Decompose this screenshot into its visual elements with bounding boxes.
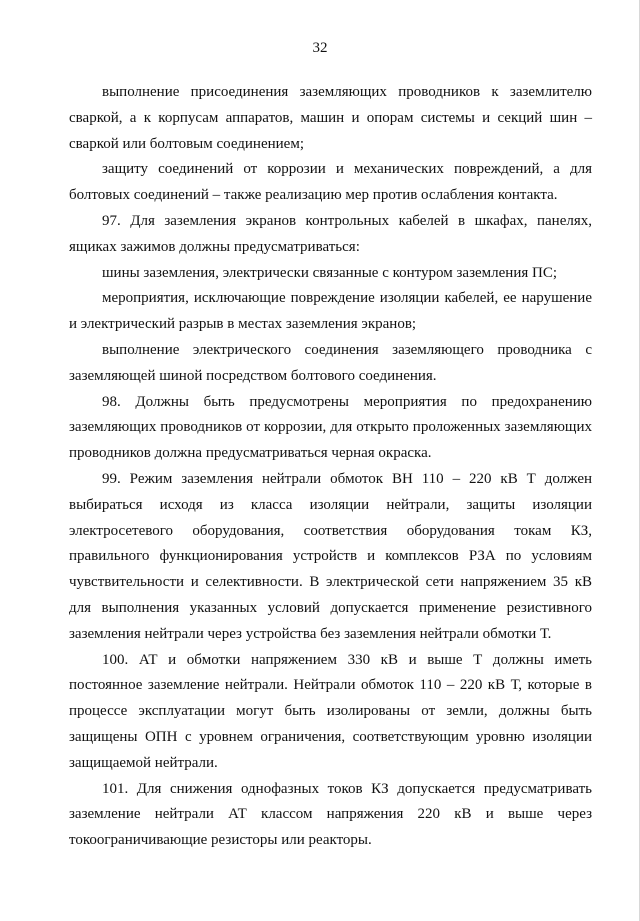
paragraph-97-item-3-line-2: заземляющей шиной посредством болтового соединения. [69, 367, 437, 384]
paragraph-97-item-3-line-1: выполнение электрического соединения заземляющего проводника с [102, 341, 592, 358]
paragraph-97-item-3 [69, 338, 592, 390]
page-number: 32 [312, 40, 328, 56]
paragraph-97: 97. Для заземления экранов контрольных кабелей в шкафах, панелях, ящиках зажимов должны предусматриваться: [69, 212, 592, 255]
paragraph-101-line-1: 101. Для снижения однофазных токов КЗ допускается предусматривать [102, 780, 592, 797]
paragraph-98-rest: заземляющих проводников от коррозии, для открыто проложенных заземляющих проводников должна предусматриваться черная окраска. [69, 419, 592, 462]
paragraph-100: 100. АТ и обмотки напряжением 330 кВ и выше Т должны иметь постоянное заземление нейтрали. Нейтрали обмоток 110 – 220 кВ Т, которые в процессе эксплуатации могут быть изолированы от земли, должны быть защищены ОПН с уровнем ограничения, соответствующим уровню изоляции защищаемой нейтрали. [69, 651, 592, 771]
paragraph-98-line-1: 98. Должны быть предусмотрены мероприятия по предохранению [102, 393, 592, 410]
paragraph-101-line-2: заземление нейтрали АТ классом напряжения 220 кВ и выше через [69, 806, 592, 823]
document-body [69, 80, 592, 854]
paragraph-101 [69, 777, 592, 854]
paragraph-97-item-2: мероприятия, исключающие повреждение изоляции кабелей, ее нарушение и электрический разрыв в местах заземления экранов; [69, 290, 592, 333]
paragraph-97-item-1: шины заземления, электрически связанные с контуром заземления ПС; [102, 264, 558, 281]
paragraph-99: 99. Режим заземления нейтрали обмоток ВН 110 – 220 кВ Т должен выбираться исходя из класса изоляции нейтрали, защиты изоляции электросетевого оборудования, соответствия оборудования токам КЗ, правильного функционирования устройств и комплексов РЗА по условиям чувствительности и селективности. В электрической сети напряжением 35 кВ для выполнения указанных условий допускается применение резистивного заземления нейтрали через устройства без заземления нейтрали обмотки Т. [69, 470, 592, 642]
paragraph-2: защиту соединений от коррозии и механических повреждений, а для болтовых соединений – также реализацию мер против ослабления контакта. [69, 161, 592, 204]
paragraph-101-line-3: токоограничивающие резисторы или реакторы. [69, 832, 372, 849]
paragraph-98 [69, 390, 592, 467]
paragraph-1: выполнение присоединения заземляющих проводников к заземлителю сваркой, а к корпусам аппаратов, машин и опорам системы и секций шин – сваркой или болтовым соединением; [69, 84, 592, 152]
